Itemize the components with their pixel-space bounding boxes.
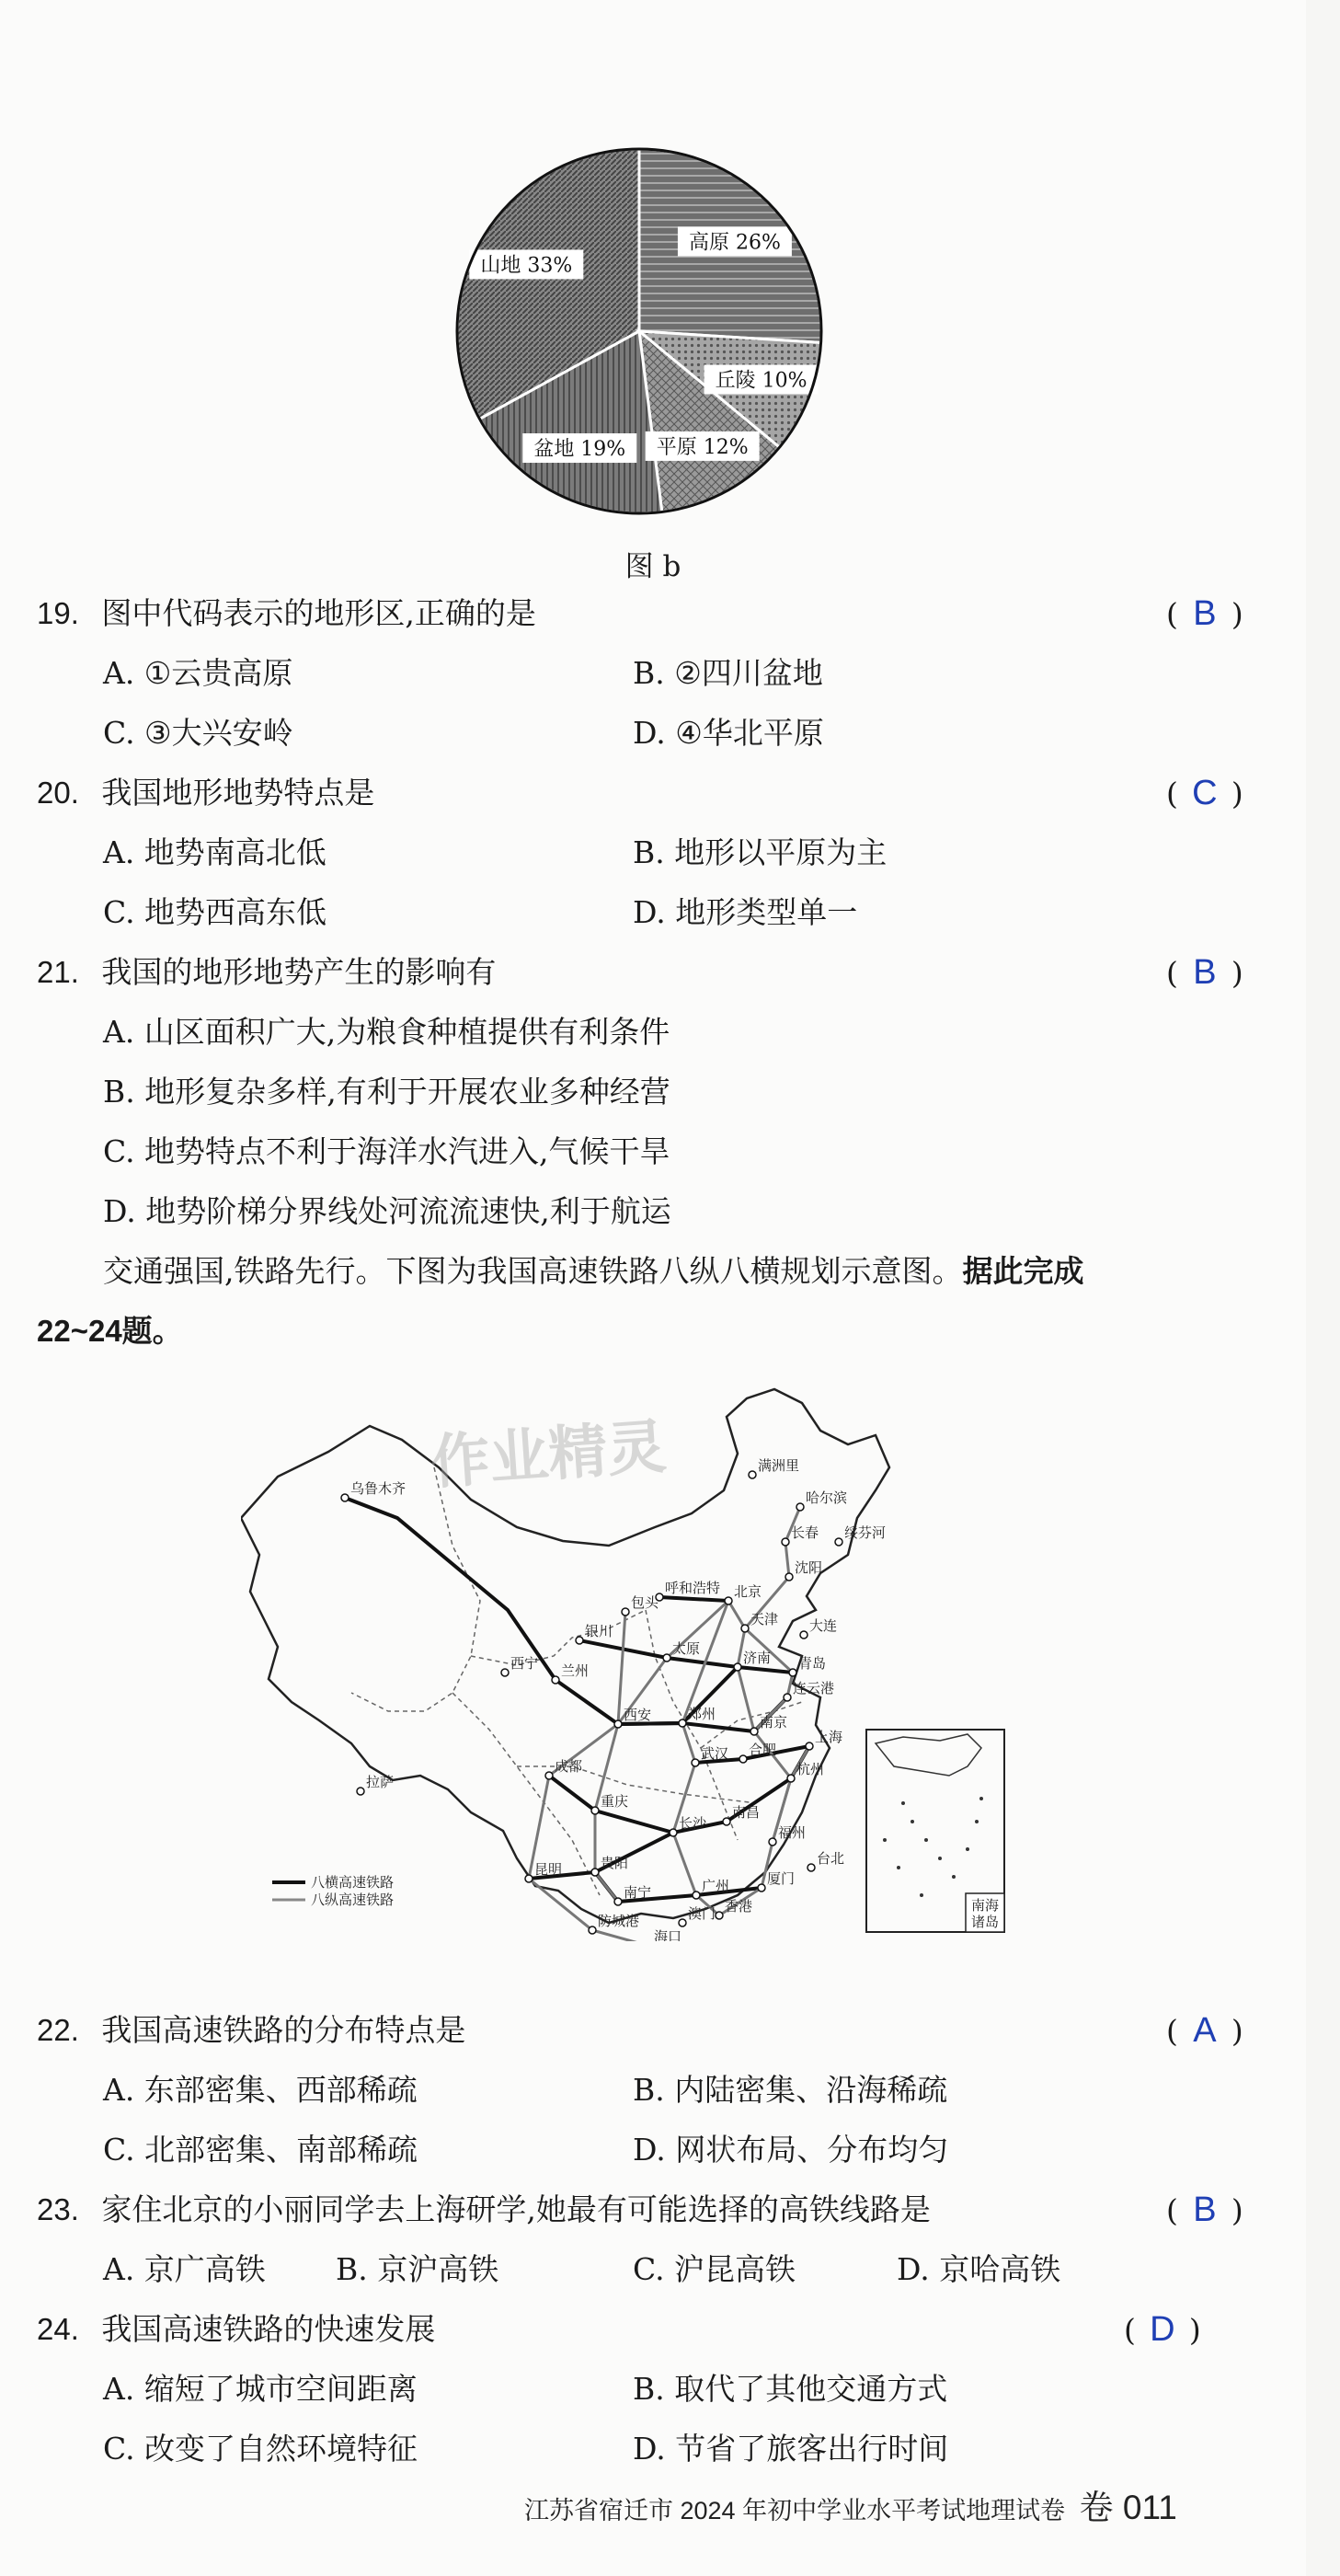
city-label: 青岛: [798, 1655, 827, 1672]
answer-choice: B: [1193, 953, 1217, 992]
city-marker: [723, 1818, 730, 1825]
option-c: C. 地势特点不利于海洋水汽进入,气候干旱: [103, 1133, 670, 1169]
city-label: 香港: [725, 1898, 753, 1915]
city-label: 太原: [672, 1640, 701, 1657]
question-number: 23.: [37, 2192, 79, 2226]
city-marker: [693, 1892, 700, 1899]
option-c: C. 地势西高东低: [103, 894, 327, 930]
city-marker: [692, 1759, 699, 1766]
terrain-pie-chart: [451, 143, 828, 520]
city-label: 重庆: [601, 1793, 629, 1810]
option-c: C. 北部密集、南部稀疏: [103, 2132, 418, 2168]
option-d: D. ④华北平原: [633, 715, 824, 751]
option-d: D. 地势阶梯分界线处河流流速快,利于航运: [103, 1193, 671, 1229]
answer-bracket-22: ( A ): [1166, 2011, 1243, 2050]
city-label: 济南: [743, 1650, 772, 1666]
answer-choice: D: [1150, 2310, 1175, 2349]
question-number: 21.: [37, 955, 79, 989]
city-marker: [758, 1884, 765, 1892]
city-marker: [357, 1788, 364, 1795]
city-label: 海口: [654, 1928, 682, 1941]
city-label: 台北: [817, 1850, 845, 1867]
city-label: 呼和浩特: [665, 1580, 721, 1596]
city-label: 上海: [815, 1729, 843, 1745]
city-marker: [525, 1875, 533, 1882]
city-label: 满洲里: [758, 1457, 800, 1474]
question-20-stem: [37, 773, 374, 813]
city-marker: [750, 1728, 758, 1735]
city-marker: [807, 1864, 815, 1871]
city-marker: [787, 1775, 795, 1782]
question-23-stem: [37, 2190, 931, 2230]
option-d: D. 节省了旅客出行时间: [633, 2431, 949, 2467]
city-marker: [782, 1538, 789, 1546]
city-marker: [800, 1631, 807, 1639]
city-label: 南宁: [624, 1884, 652, 1901]
city-label: 福州: [778, 1824, 807, 1841]
city-marker: [679, 1719, 686, 1727]
figure-caption: 图 b: [624, 550, 681, 583]
city-marker: [769, 1838, 776, 1846]
city-label: 银川: [585, 1623, 613, 1639]
city-label: 武汉: [701, 1745, 729, 1762]
city-label: 天津: [750, 1611, 779, 1627]
city-marker: [806, 1742, 813, 1750]
answer-bracket-21: ( B ): [1166, 953, 1243, 992]
pie-slice-label: 平原 12%: [656, 435, 749, 459]
city-marker: [341, 1494, 349, 1501]
option-b: B. 地形复杂多样,有利于开展农业多种经营: [103, 1074, 670, 1110]
terrain-pie-figure: [451, 143, 828, 520]
question-19-stem: [37, 593, 536, 634]
city-marker: [501, 1669, 509, 1676]
pie-slice-label: 山地 33%: [480, 254, 573, 278]
page-footer: [524, 2479, 1177, 2529]
question-21-stem: [37, 952, 496, 993]
city-marker: [739, 1755, 747, 1763]
option-c: C. ③大兴安岭: [103, 715, 293, 751]
city-marker: [741, 1625, 749, 1632]
city-marker: [749, 1471, 756, 1478]
city-marker: [576, 1637, 583, 1644]
city-marker: [734, 1663, 741, 1671]
passage-tail: 据此完成: [962, 1254, 1084, 1288]
option-a: A. 地势南高北低: [103, 834, 326, 870]
option-b: B. 地形以平原为主: [633, 834, 888, 870]
answer-choice: B: [1193, 594, 1217, 633]
city-label: 北京: [734, 1583, 762, 1600]
city-marker: [614, 1898, 622, 1905]
option-a: A. 东部密集、西部稀疏: [103, 2072, 418, 2108]
city-label: 乌鲁木齐: [350, 1480, 407, 1497]
option-b: B. 京沪高铁: [336, 2251, 499, 2287]
city-label: 沈阳: [795, 1559, 823, 1576]
city-marker: [784, 1694, 791, 1701]
question-number: 20.: [37, 776, 79, 810]
city-marker: [663, 1654, 670, 1662]
city-marker: [679, 1919, 686, 1926]
city-label: 包头: [631, 1594, 659, 1611]
answer-choice: B: [1193, 2191, 1217, 2229]
question-24-stem: [37, 2309, 435, 2350]
pie-slice-label: 盆地 19%: [533, 438, 626, 462]
city-marker: [725, 1597, 732, 1604]
answer-bracket-19: ( B ): [1166, 594, 1243, 633]
city-label: 拉萨: [366, 1774, 395, 1790]
city-marker: [716, 1912, 723, 1919]
page-number: 卷 011: [1079, 2489, 1177, 2526]
answer-bracket-23: ( B ): [1166, 2191, 1243, 2229]
city-label: 连云港: [793, 1680, 835, 1696]
city-marker: [670, 1829, 677, 1836]
option-a: A. ①云贵高原: [103, 655, 293, 691]
city-label: 防城港: [598, 1913, 640, 1929]
passage-intro-line2: 22~24题。: [37, 1314, 183, 1348]
city-label: 绥芬河: [844, 1524, 887, 1541]
city-marker: [545, 1772, 553, 1779]
city-marker: [552, 1676, 559, 1684]
city-label: 澳门: [688, 1905, 716, 1922]
pie-slice-label: 丘陵 10%: [715, 369, 807, 393]
question-number: 22.: [37, 2013, 79, 2047]
question-text: 我国地形地势特点是: [101, 775, 375, 811]
city-label: 兰州: [561, 1662, 590, 1679]
legend-label: 八纵高速铁路: [311, 1892, 395, 1908]
option-d: D. 网状布局、分布均匀: [633, 2132, 949, 2168]
city-label: 长沙: [679, 1815, 707, 1832]
map-legend: [272, 1874, 394, 1908]
answer-bracket-20: ( C ): [1166, 774, 1243, 812]
option-d: D. 京哈高铁: [897, 2251, 1061, 2287]
horizontal-rail-lines: [345, 1498, 809, 1902]
city-marker: [796, 1503, 804, 1511]
answer-choice: C: [1192, 774, 1218, 812]
inset-label: 诸岛: [970, 1914, 1000, 1930]
city-label: 西宁: [510, 1655, 539, 1672]
south-china-sea-inset: [866, 1730, 1004, 1932]
passage-text: 交通强国,铁路先行。下图为我国高速铁路八纵八横规划示意图。: [103, 1253, 963, 1289]
city-marker: [589, 1926, 596, 1934]
city-label: 长春: [791, 1524, 819, 1541]
question-text: 家住北京的小丽同学去上海研学,她最有可能选择的高铁线路是: [101, 2191, 931, 2227]
question-number: 24.: [37, 2312, 79, 2346]
city-label: 南京: [760, 1714, 788, 1731]
city-label: 成都: [555, 1758, 583, 1775]
inset-label: 南海: [970, 1897, 1000, 1914]
question-22-stem: [37, 2010, 465, 2051]
option-a: A. 京广高铁: [103, 2251, 266, 2287]
city-label: 厦门: [767, 1870, 796, 1887]
city-marker: [835, 1538, 842, 1546]
option-a: A. 缩短了城市空间距离: [103, 2371, 418, 2407]
city-label: 南昌: [732, 1804, 761, 1821]
answer-choice: A: [1193, 2011, 1217, 2050]
city-marker: [591, 1869, 599, 1876]
city-label: 广州: [702, 1878, 730, 1894]
city-marker: [614, 1720, 622, 1728]
watermark: 作业精灵: [429, 1413, 669, 1498]
city-label: 杭州: [796, 1761, 825, 1777]
question-number: 19.: [37, 596, 79, 630]
city-marker: [591, 1807, 599, 1814]
city-marker: [785, 1573, 793, 1581]
question-text: 我国的地形地势产生的影响有: [101, 954, 497, 990]
question-text: 我国高速铁路的分布特点是: [101, 2012, 466, 2048]
option-b: B. 取代了其他交通方式: [633, 2371, 948, 2407]
city-marker: [622, 1608, 629, 1616]
city-label: 合肥: [749, 1742, 777, 1758]
option-c: C. 改变了自然环境特征: [103, 2431, 418, 2467]
option-b: B. 内陆密集、沿海稀疏: [633, 2072, 948, 2108]
city-label: 哈尔滨: [806, 1489, 848, 1506]
option-b: B. ②四川盆地: [633, 655, 823, 691]
question-text: 我国高速铁路的快速发展: [101, 2311, 436, 2347]
city-label: 西安: [624, 1707, 652, 1723]
question-text: 图中代码表示的地形区,正确的是: [101, 595, 536, 631]
city-label: 大连: [809, 1617, 838, 1634]
city-label: 郑州: [688, 1706, 716, 1722]
legend-label: 八横高速铁路: [311, 1874, 395, 1891]
option-a: A. 山区面积广大,为粮食种植提供有利条件: [103, 1014, 670, 1050]
answer-bracket-24: ( D ): [1124, 2310, 1201, 2349]
option-c: C. 沪昆高铁: [633, 2251, 796, 2287]
footer-title: 江苏省宿迁市 2024 年初中学业水平考试地理试卷: [524, 2497, 1066, 2524]
city-marker: [789, 1669, 796, 1676]
city-label: 昆明: [534, 1861, 563, 1878]
passage-intro-line1: [103, 1251, 1084, 1292]
pie-slice-label: 高原 26%: [688, 231, 781, 255]
city-label: 贵阳: [601, 1855, 629, 1871]
option-d: D. 地形类型单一: [633, 894, 858, 930]
